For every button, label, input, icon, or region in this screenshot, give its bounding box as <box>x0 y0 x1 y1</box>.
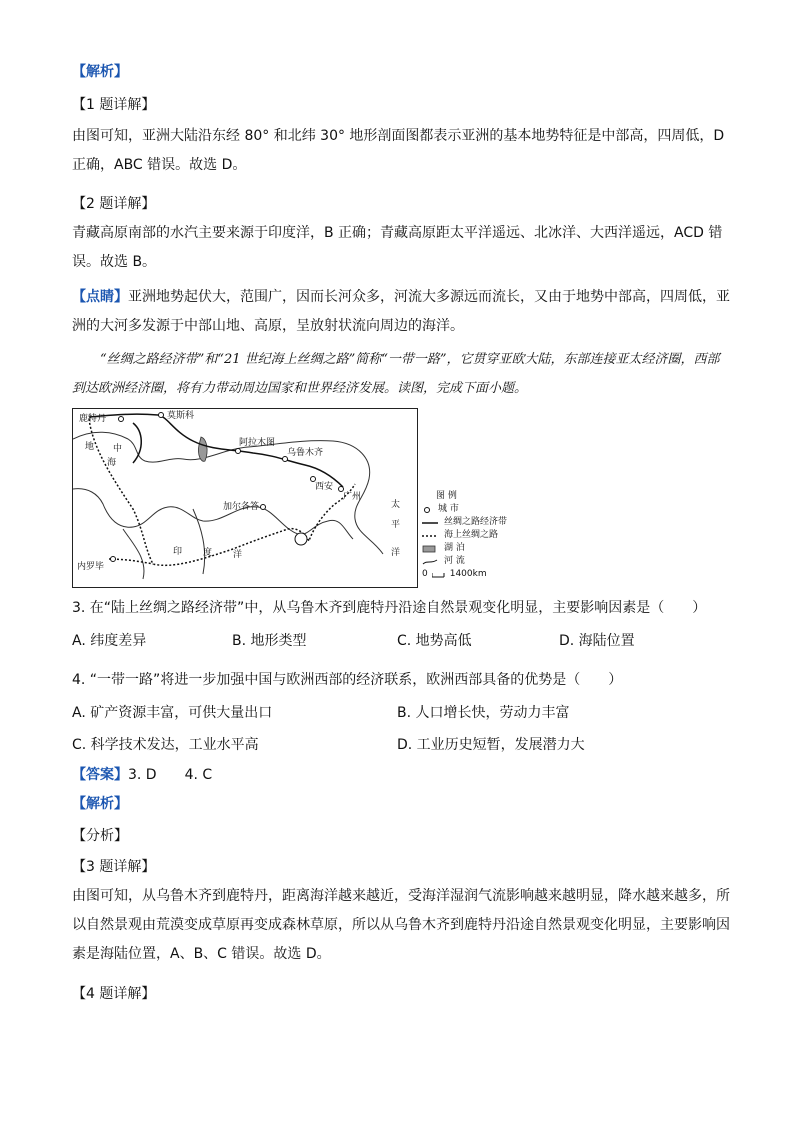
q4-stem: 4. “一带一路”将进一步加强中国与欧洲西部的经济联系，欧洲西部具备的优势是（ ） <box>72 672 623 688</box>
legend-label-sea-route: 海上丝绸之路 <box>444 530 499 540</box>
legend-row-sea-route <box>422 529 542 542</box>
map-label-du: 度 <box>203 548 213 558</box>
q3-option-a: A. 纬度差异 <box>72 633 147 649</box>
map-label-yang-pacific: 洋 <box>391 548 401 558</box>
map-label-zhong: 中 <box>113 444 123 454</box>
map-label-almaty: 阿拉木图 <box>239 438 276 448</box>
q4-option-d: D. 工业历史短暂，发展潜力大 <box>397 737 585 753</box>
river-line-icon <box>422 557 440 567</box>
map-label-urumqi: 乌鲁木齐 <box>287 448 324 458</box>
q1-detail-heading: 【1 题详解】 <box>72 97 156 113</box>
q3-option-c: C. 地势高低 <box>397 633 472 649</box>
dianjing-paragraph <box>72 283 732 341</box>
legend-label-city: 城 市 <box>438 504 459 514</box>
legend-row-land-route <box>422 516 542 529</box>
scale-bar-icon <box>432 572 446 578</box>
map-legend <box>422 490 542 581</box>
answer-tag: 【答案】 <box>72 767 128 783</box>
legend-title: 图 例 <box>436 491 457 501</box>
section-analysis-heading: 【解析】 <box>72 64 128 80</box>
city-circle-icon <box>422 505 434 515</box>
q4-option-c: C. 科学技术发达，工业水平高 <box>72 737 259 753</box>
q1-detail-text: 由图可知，亚洲大陆沿东经 80° 和北纬 30° 地形剖面图都表示亚洲的基本地势特征是中部高，四周低，D 正确，ABC 错误。故选 D。 <box>72 128 725 173</box>
legend-row-city <box>422 503 542 516</box>
map-label-nairobi: 内罗毕 <box>77 562 105 572</box>
scale-zero: 0 <box>422 569 428 579</box>
map-svg <box>73 409 418 588</box>
legend-row-river <box>422 555 542 568</box>
q3-detail-text: 由图可知，从乌鲁木齐到鹿特丹，距离海洋越来越近，受海洋湿润气流影响越来越明显，降水越来越多，所以自然景观由荒漠变成草原再变成森林草原，所以从乌鲁木齐到鹿特丹沿途自然景观变化明显，主要影响因素是海陆位置，A、B、C 错误。故选 D。 <box>72 888 730 962</box>
answer-text: 3. D 4. C <box>128 767 213 783</box>
answer-line <box>72 765 212 785</box>
map-label-yang-indian: 洋 <box>233 550 243 560</box>
map-label-xian: 西安 <box>315 482 334 492</box>
map-label-ping: 平 <box>391 520 401 530</box>
analysis-heading: 【分析】 <box>72 828 128 844</box>
belt-road-map <box>72 408 418 588</box>
map-label-tai: 太 <box>391 500 401 510</box>
q2-detail-text: 青藏高原南部的水汽主要来源于印度洋，B 正确；青藏高原距太平洋遥远、北冰洋、大西洋遥远，ACD 错误。故选 B。 <box>72 225 723 270</box>
material-intro: “丝绸之路经济带”和“21 世纪海上丝绸之路”简称“一带一路”，它贯穿亚欧大陆，东部连接亚太经济圈，西部到达欧洲经济圈，将有力带动周边国家和世界经济发展。读图，完成下面小题。 <box>72 352 720 396</box>
map-label-yin: 印 <box>173 547 183 557</box>
scale-label: 1400km <box>449 569 487 579</box>
dianjing-tag: 【点睛】 <box>72 289 128 305</box>
q3-detail-heading: 【3 题详解】 <box>72 859 156 875</box>
solid-line-icon <box>422 518 440 528</box>
legend-label-lake: 湖 泊 <box>444 543 465 553</box>
q3-option-b: B. 地形类型 <box>232 633 307 649</box>
legend-label-land-route: 丝绸之路经济带 <box>444 517 508 527</box>
q3-option-d: D. 海陆位置 <box>559 633 635 649</box>
legend-row-lake <box>422 542 542 555</box>
lake-swatch-icon <box>422 544 440 554</box>
map-label-di: 地 <box>85 442 95 452</box>
q4-detail-heading: 【4 题详解】 <box>72 986 156 1002</box>
map-label-kolkata: 加尔各答 <box>223 502 260 512</box>
legend-row-scale <box>422 568 542 581</box>
q2-detail-heading: 【2 题详解】 <box>72 196 156 212</box>
legend-label-river: 河 流 <box>444 556 465 566</box>
map-label-hai: 海 <box>107 458 117 468</box>
dotted-line-icon <box>422 531 440 541</box>
q3-stem: 3. 在“陆上丝绸之路经济带”中，从乌鲁木齐到鹿特丹沿途自然景观变化明显，主要影响因素是（ ） <box>72 600 707 616</box>
map-label-moscow: 莫斯科 <box>167 411 195 421</box>
section2-analysis-heading: 【解析】 <box>72 796 128 812</box>
dianjing-text: 亚洲地势起伏大，范围广，因而长河众多，河流大多源远而流长，又由于地势中部高，四周低，亚洲的大河多发源于中部山地、高原，呈放射状流向周边的海洋。 <box>72 289 730 334</box>
q4-option-a: A. 矿产资源丰富，可供大量出口 <box>72 705 273 721</box>
q4-option-b: B. 人口增长快，劳动力丰富 <box>397 705 570 721</box>
map-label-rotterdam: 鹿特丹 <box>79 414 107 424</box>
map-label-guangzhou: 广州 <box>343 492 362 502</box>
